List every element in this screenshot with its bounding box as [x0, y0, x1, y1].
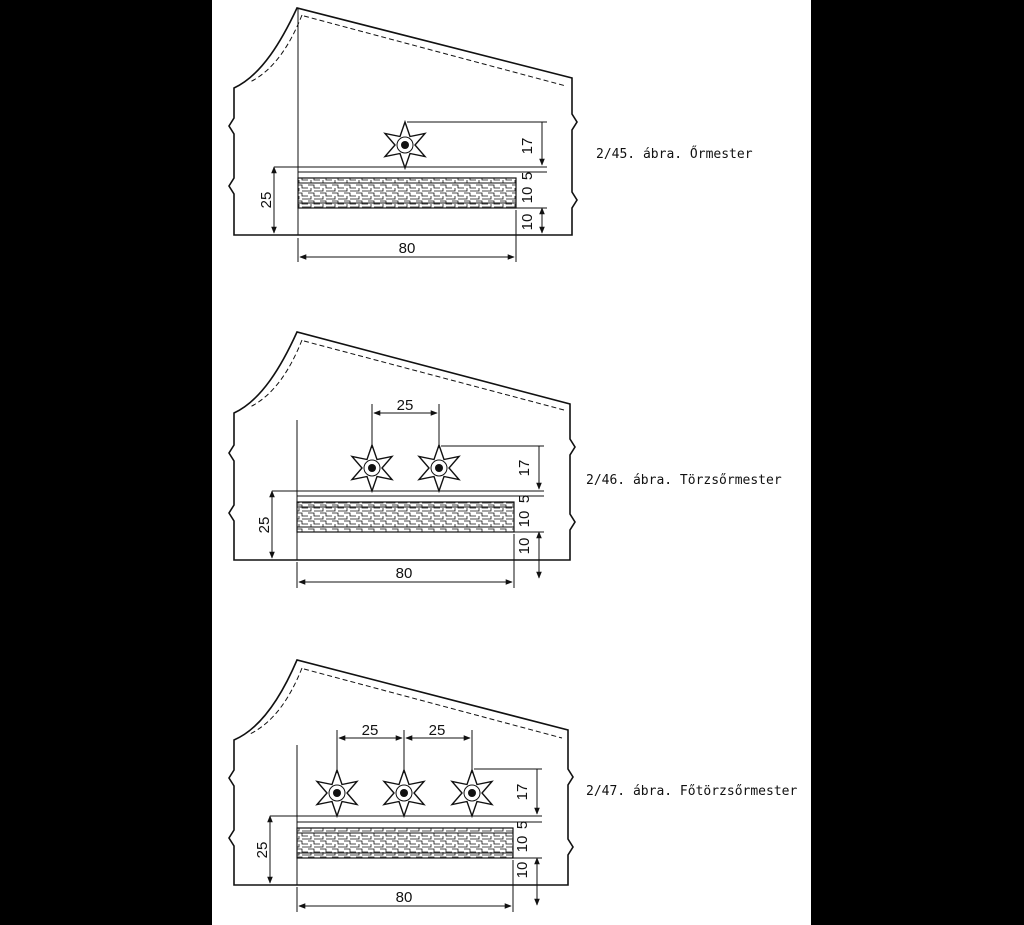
- collar-insignia-diagram: [212, 0, 811, 925]
- dim-label-width: 80: [398, 240, 416, 257]
- figure-caption: 2/46. ábra. Törzsőrmester: [586, 473, 782, 488]
- figure-caption: 2/47. ábra. Főtörzsőrmester: [586, 784, 798, 799]
- dim-label-gap: 5: [514, 820, 531, 830]
- dim-label-height-total: 25: [258, 191, 275, 209]
- dim-label-bottom: 10: [514, 861, 531, 879]
- insignia-star: [384, 770, 424, 816]
- dim-label-width: 80: [395, 565, 413, 582]
- insignia-star: [452, 770, 492, 816]
- insignia-star: [385, 122, 425, 168]
- page: [212, 0, 811, 925]
- dim-label-gap: 5: [519, 171, 536, 181]
- dim-label-spacing: 25: [361, 722, 379, 739]
- dim-label-braid: 10: [514, 835, 531, 853]
- dim-label-star-offset: 17: [519, 137, 536, 155]
- dim-label-height-total: 25: [256, 516, 273, 534]
- dim-label-gap: 5: [516, 494, 533, 504]
- dim-label-bottom: 10: [519, 213, 536, 231]
- braid-band: [298, 178, 516, 208]
- insignia-star: [352, 445, 392, 491]
- figure-caption: 2/45. ábra. Őrmester: [596, 147, 753, 162]
- insignia-star: [317, 770, 357, 816]
- insignia-star: [419, 445, 459, 491]
- dim-label-braid: 10: [516, 510, 533, 528]
- figure-fotorzsormester: [229, 660, 797, 912]
- braid-band: [297, 502, 514, 532]
- dim-label-width: 80: [395, 889, 413, 906]
- dim-label-star-offset: 17: [514, 783, 531, 801]
- braid-band: [297, 828, 513, 858]
- dim-label-spacing: 25: [428, 722, 446, 739]
- figure-torzsormester: [229, 332, 782, 588]
- figure-ormester: [229, 8, 753, 262]
- dim-label-bottom: 10: [516, 537, 533, 555]
- dim-label-height-total: 25: [254, 841, 271, 859]
- dim-label-spacing: 25: [396, 397, 414, 414]
- dim-label-star-offset: 17: [516, 459, 533, 477]
- dim-label-braid: 10: [519, 186, 536, 204]
